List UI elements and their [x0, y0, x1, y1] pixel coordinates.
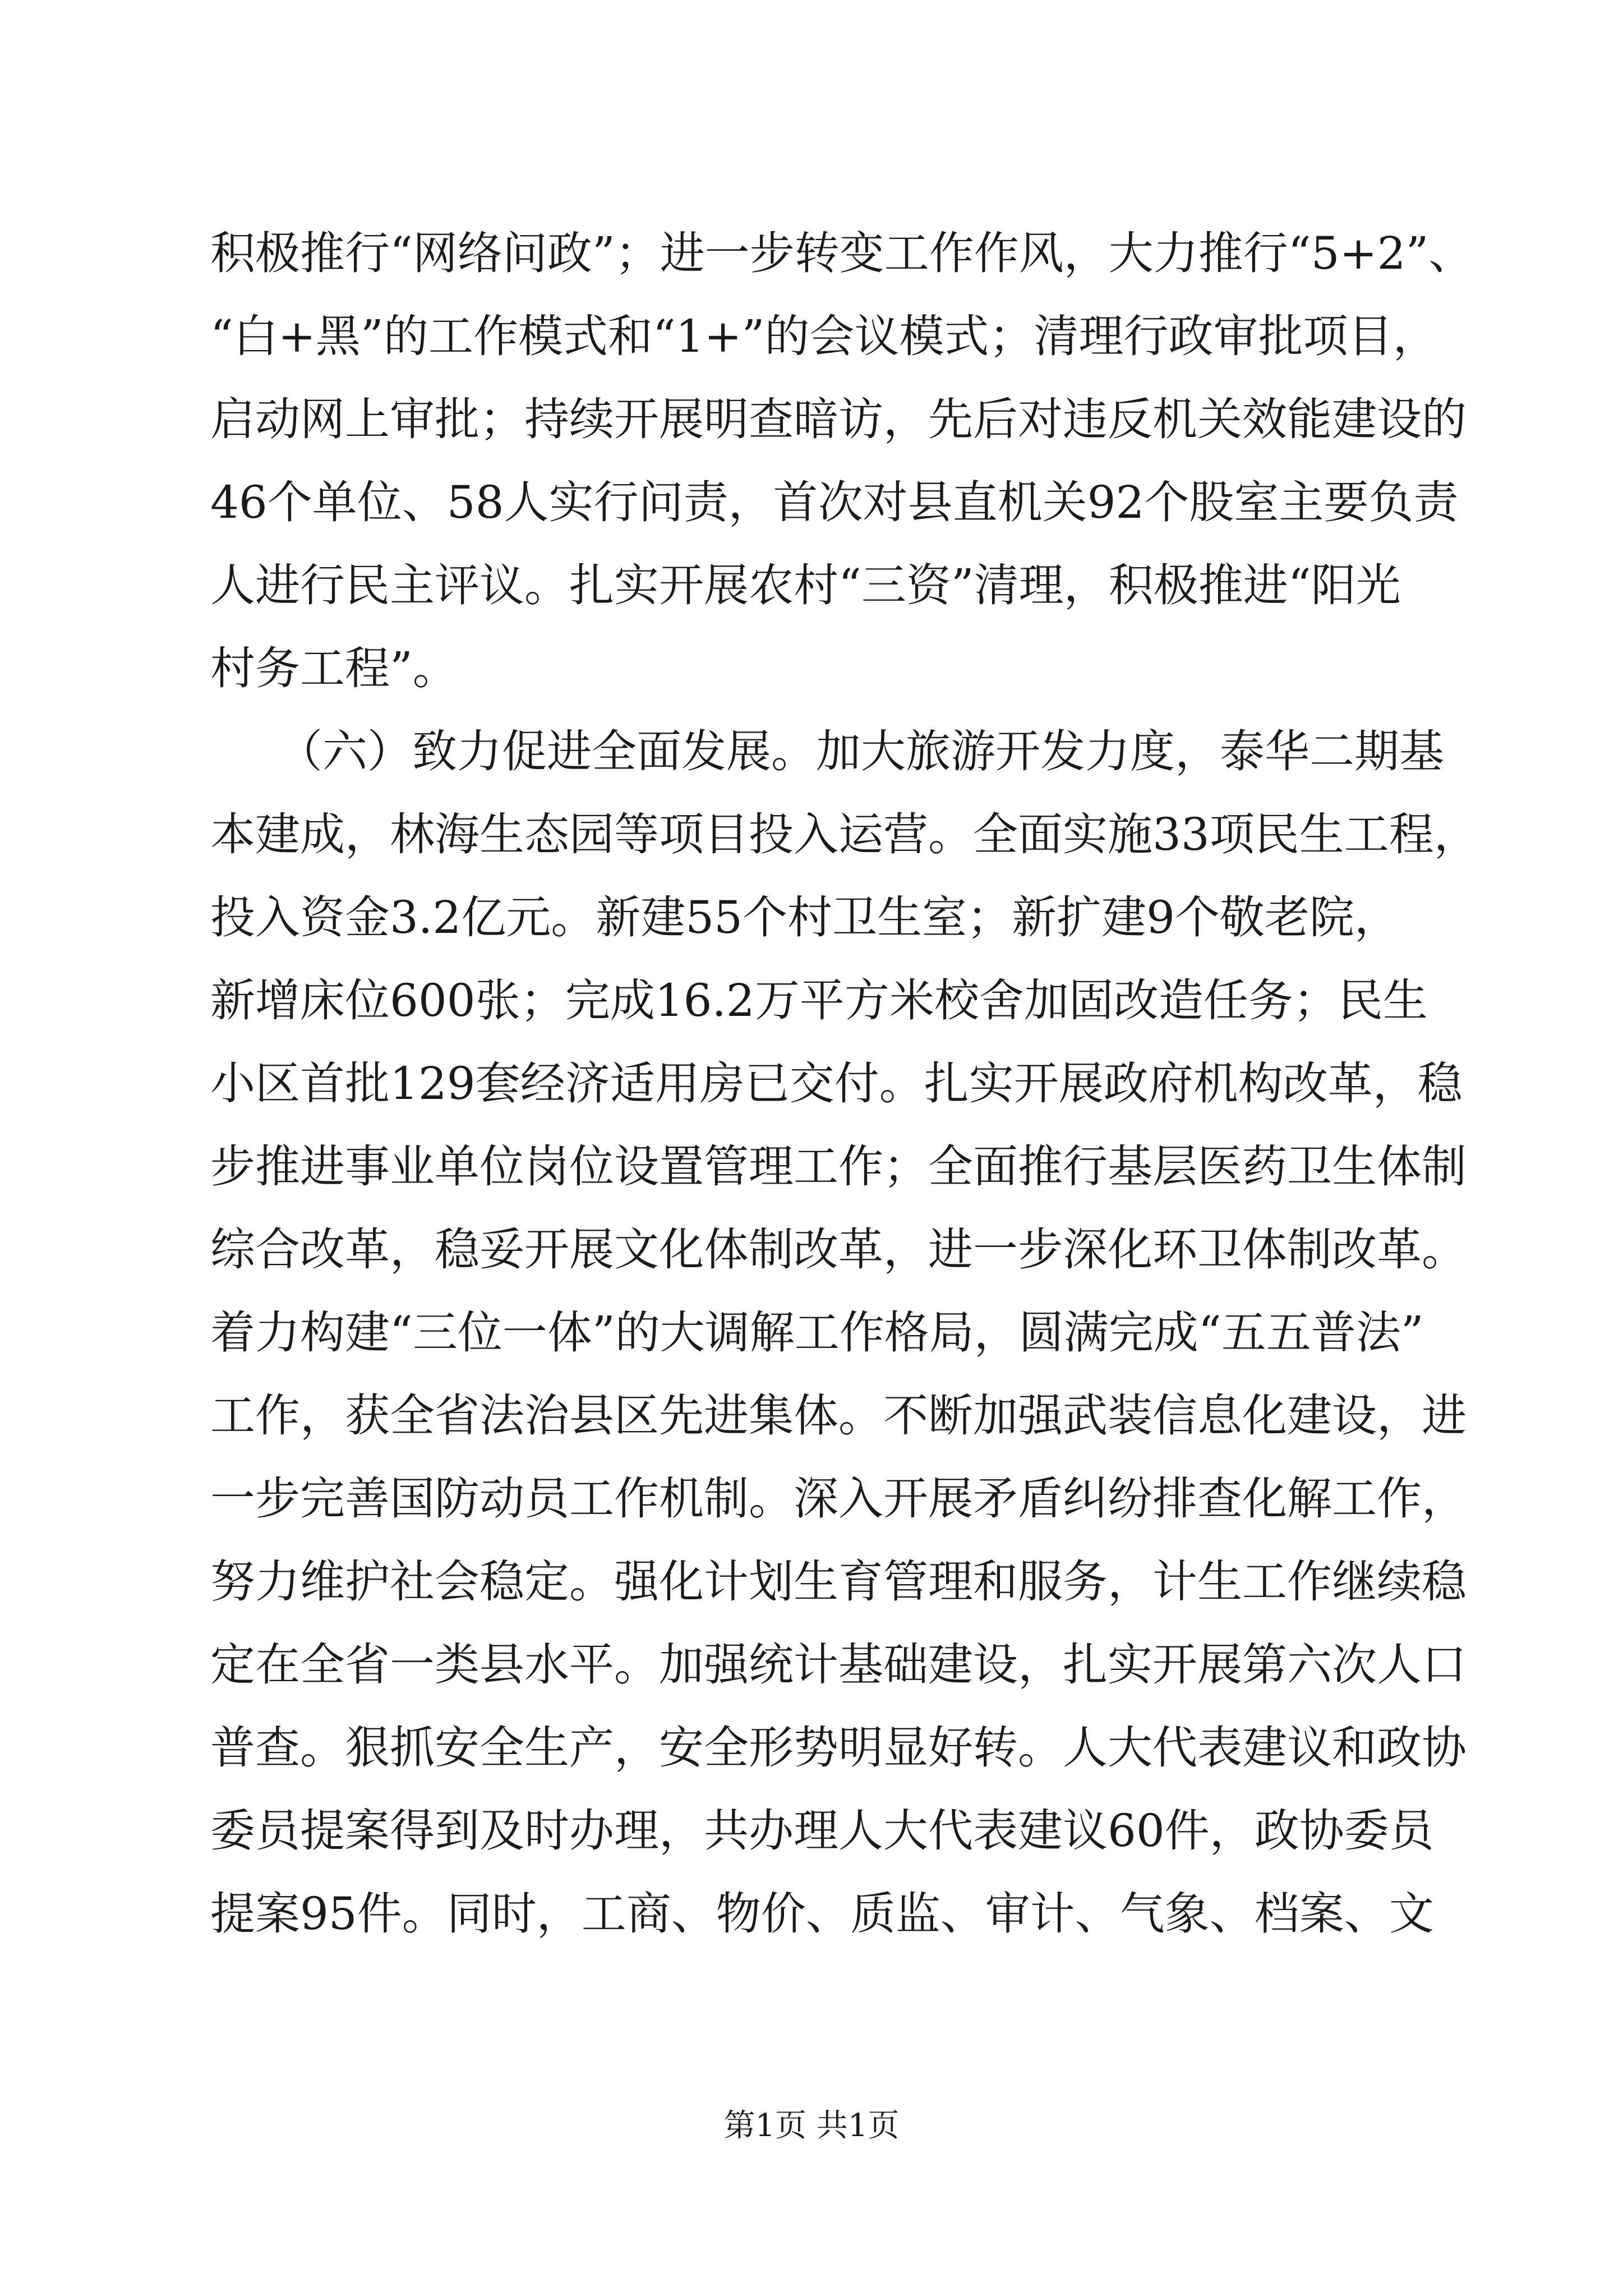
text-line: 普查。狠抓安全生产，安全形势明显好转。人大代表建议和政协 [210, 1722, 1467, 1774]
text-line: 积极推行“网络问政”；进一步转变工作作风，大力推行“5+2”、 [210, 227, 1474, 279]
text-line: 启动网上审批；持续开展明查暗访，先后对违反机关效能建设的 [210, 393, 1467, 445]
text-line: 投入资金3.2亿元。新建55个村卫生室；新扩建9个敬老院， [210, 891, 1399, 944]
text-line: 本建成，林海生态园等项目投入运营。全面实施33项民生工程， [210, 808, 1479, 861]
text-line: 综合改革，稳妥开展文化体制改革，进一步深化环卫体制改革。 [210, 1223, 1467, 1276]
text-line: 着力构建“三位一体”的大调解工作格局，圆满完成“五五普法” [210, 1306, 1424, 1359]
text-line: （六）致力促进全面发展。加大旅游开发力度，泰华二期基 [210, 725, 1444, 777]
text-line: 委员提案得到及时办理，共办理人大代表建议60件，政协委员 [210, 1805, 1434, 1857]
text-line: 工作，获全省法治县区先进集体。不断加强武装信息化建设，进 [210, 1389, 1467, 1442]
text-line: 新增床位600张；完成16.2万平方米校舍加固改造任务；民生 [210, 974, 1428, 1027]
text-line: 努力维护社会稳定。强化计划生育管理和服务，计生工作继续稳 [210, 1556, 1467, 1608]
text-line: 46个单位、58人实行问责，首次对县直机关92个股室主要负责 [210, 476, 1459, 528]
text-line: 定在全省一类县水平。加强统计基础建设，扎实开展第六次人口 [210, 1639, 1467, 1691]
text-line: 人进行民主评议。扎实开展农村“三资”清理，积极推进“阳光 [210, 559, 1401, 611]
text-line: “白+黑”的工作模式和“1+”的会议模式；清理行政审批项目， [210, 310, 1438, 362]
page-number-label: 第1页 共1页 [723, 2108, 900, 2144]
text-line: 小区首批129套经济适用房已交付。扎实开展政府机构改革，稳 [210, 1057, 1463, 1110]
page-footer [0, 2106, 1623, 2146]
body-text [210, 212, 1479, 1955]
text-line: 提案95件。同时，工商、物价、质监、审计、气象、档案、文 [210, 1888, 1434, 1940]
text-line: 村务工程”。 [210, 642, 458, 694]
text-line: 一步完善国防动员工作机制。深入开展矛盾纠纷排查化解工作， [210, 1473, 1467, 1525]
text-line: 步推进事业单位岗位设置管理工作；全面推行基层医药卫生体制 [210, 1140, 1467, 1193]
